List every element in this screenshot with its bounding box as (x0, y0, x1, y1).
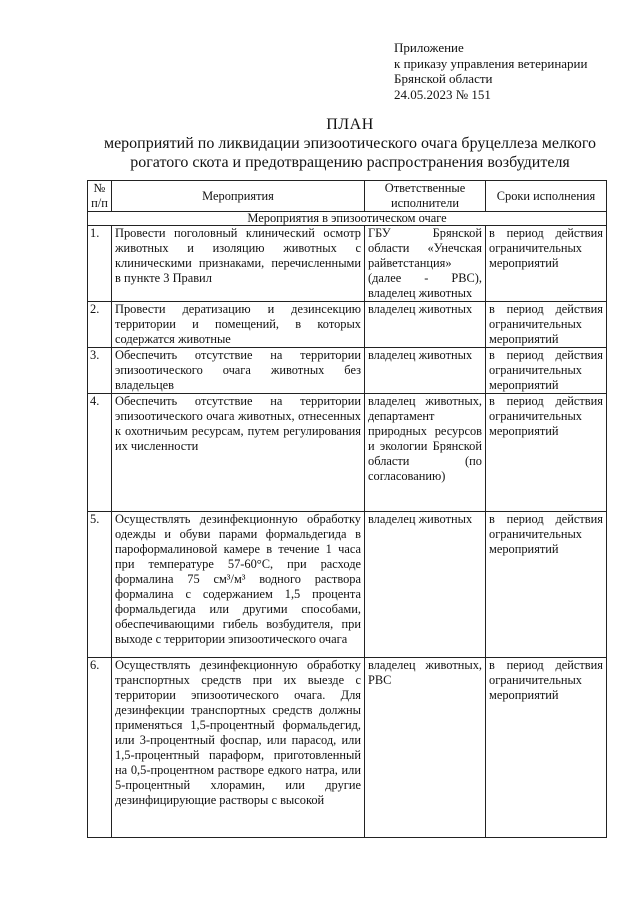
row-num: 5. (88, 512, 112, 658)
row-responsible: владелец животных (365, 302, 486, 348)
header-measures: Мероприятия (112, 181, 365, 212)
table-row (88, 348, 607, 394)
row-measure: Провести поголовный клинический осмотр животных и изоляцию животных с клиническими признаками, перечисленными в пункте 3 Правил (112, 226, 365, 302)
row-num: 1. (88, 226, 112, 302)
table-row (88, 302, 607, 348)
table-header-row (88, 181, 607, 212)
appendix-date: 24.05.2023 № 151 (394, 86, 491, 102)
row-deadline: в период действия ограничительных мероприятий (486, 226, 607, 302)
header-responsible: Ответственные исполнители (365, 181, 486, 212)
appendix-block (394, 40, 634, 102)
appendix-line: Приложение (394, 40, 464, 55)
section-row (88, 212, 607, 226)
row-num: 2. (88, 302, 112, 348)
row-deadline: в период действия ограничительных мероприятий (486, 302, 607, 348)
header-num: № п/п (88, 181, 112, 212)
row-measure: Осуществлять дезинфекционную обработку одежды и обуви парами формальдегида в пароформалиновой камере в течение 1 часа при температуре 57-60°С, при расходе формалина 75 см³/м³ водного раствора формалина с содержанием 1,5 процента формальдегида или другими способами, обеспечивающими гибель возбудителя, при выходе с территории эпизоотического очага (112, 512, 365, 658)
row-measure: Осуществлять дезинфекционную обработку транспортных средств при их выезде с территории эпизоотического очага. Для дезинфекции транспортных средств должны применяться 1,5-процентный формальдегид, или 3-процентный фоспар, или парасод, или 1,5-процентный параформ, приготовленный на 0,5-процентном растворе едкого натра, или 5-процентный хлорамин, или другие дезинфицирующие растворы с высокой (112, 658, 365, 838)
row-num: 4. (88, 394, 112, 512)
document-title: ПЛАН (326, 116, 374, 133)
row-measure: Обеспечить отсутствие на территории эпизоотического очага животных без владельцев (112, 348, 365, 394)
table-row (88, 226, 607, 302)
table-row (88, 394, 607, 512)
row-responsible: ГБУ Брянской области «Унечская райветстанция» (далее - РВС), владелец животных (365, 226, 486, 302)
row-deadline: в период действия ограничительных мероприятий (486, 394, 607, 512)
row-responsible: владелец животных (365, 512, 486, 658)
row-responsible: владелец животных, департамент природных ресурсов и экологии Брянской области (по согласованию) (365, 394, 486, 512)
row-measure: Провести дератизацию и дезинсекцию территории и помещений, в которых содержатся животные (112, 302, 365, 348)
appendix-line: к приказу управления ветеринарии (394, 55, 588, 71)
row-responsible: владелец животных (365, 348, 486, 394)
table-row (88, 658, 607, 838)
section-title: Мероприятия в эпизоотическом очаге (88, 212, 607, 226)
row-deadline: в период действия ограничительных мероприятий (486, 512, 607, 658)
row-measure: Обеспечить отсутствие на территории эпизоотического очага животных, отнесенных к охотничьим ресурсам, путем регулирования их численности (112, 394, 365, 512)
row-responsible: владелец животных, РВС (365, 658, 486, 838)
document-subtitle: мероприятий по ликвидации эпизоотического очага бруцеллеза мелкого рогатого скота и предотвращению распространения возбудителя (103, 135, 597, 171)
appendix-line: Брянской области (394, 71, 493, 86)
row-num: 3. (88, 348, 112, 394)
header-deadline: Сроки исполнения (486, 181, 607, 212)
row-num: 6. (88, 658, 112, 838)
table-row (88, 512, 607, 658)
measures-table (87, 180, 607, 838)
row-deadline: в период действия ограничительных мероприятий (486, 348, 607, 394)
row-deadline: в период действия ограничительных мероприятий (486, 658, 607, 838)
